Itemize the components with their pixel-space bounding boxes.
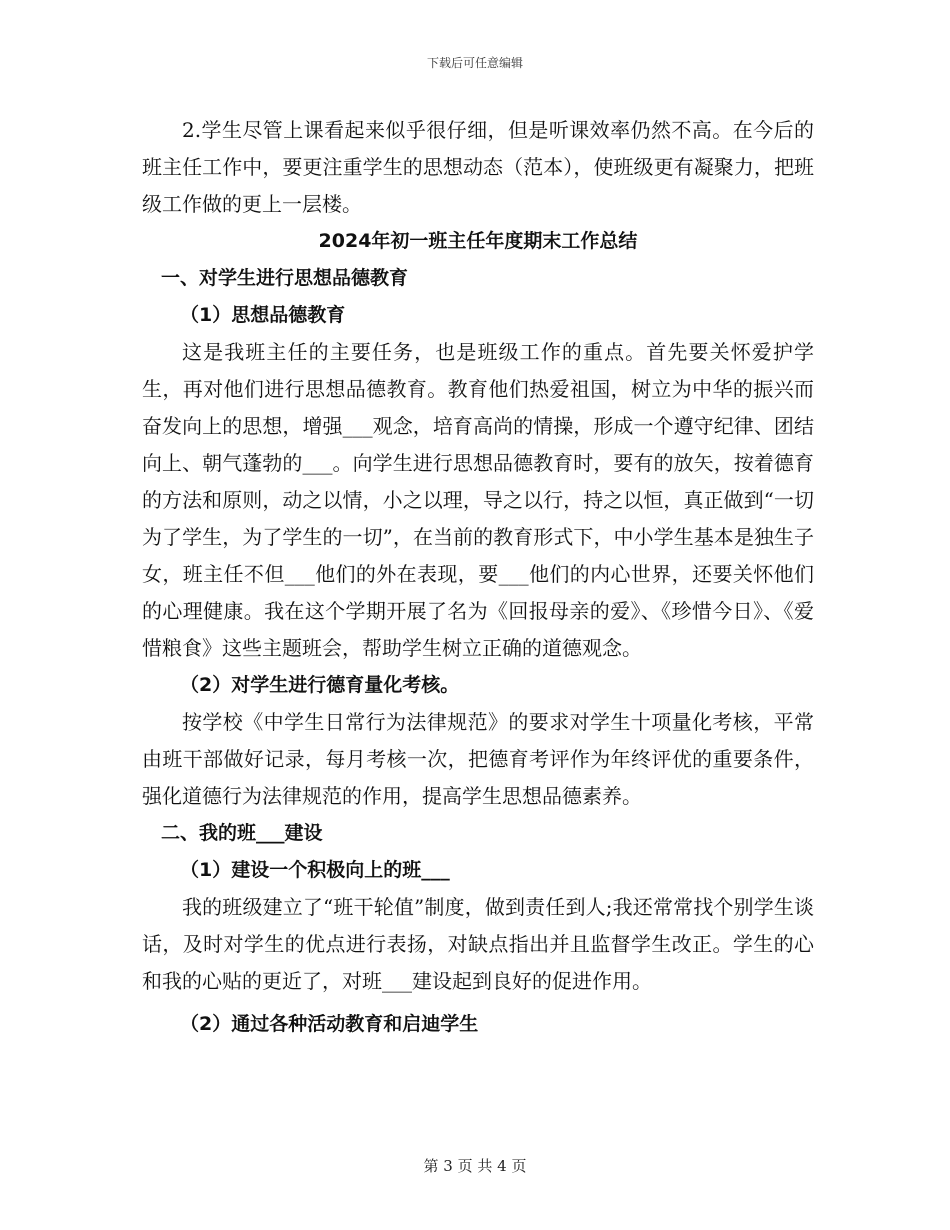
subsection-heading-1-2: （2）对学生进行德育量化考核。	[180, 674, 460, 696]
subsection-heading-1-1: （1）思想品德教育	[180, 304, 346, 326]
paragraph-moral-education: 这是我班主任的主要任务，也是班级工作的重点。首先要关怀爱护学生，再对他们进行思想品德教育。教育他们热爱祖国，树立为中华的振兴而奋发向上的思想，增强___观念，培育高尚的情操，形成一个遵守纪律、团结向上、朝气蓬勃的___。向学生进行思想品德教育时，要有的放矢，按着德育的方法和原则，动之以情，小之以理，导之以行，持之以恒，真正做到“一切为了学生，为了学生的一切”，在当前的教育形式下，中小学生基本是独生子女，班主任不但___他们的外在表现，要___他们的内心世界，还要关怀他们的心理健康。我在这个学期开展了名为《回报母亲的爱》、《珍惜今日》、《爱惜粮食》这些主题班会，帮助学生树立正确的道德观念。	[142, 340, 814, 660]
paragraph-quantified-assessment: 按学校《中学生日常行为法律规范》的要求对学生十项量化考核，平常由班干部做好记录，每月考核一次，把德育考评作为年终评优的重要条件，强化道德行为法律规范的作用，提高学生思想品德素养。	[142, 710, 814, 808]
section-heading-1: 一、对学生进行思想品德教育	[161, 267, 409, 289]
paragraph-intro: 2.学生尽管上课看起来似乎很仔细，但是听课效率仍然不高。在今后的班主任工作中，要更注重学生的思想动态（范本），使班级更有凝聚力，把班级工作做的更上一层楼。	[142, 118, 814, 216]
document-title: 2024年初一班主任年度期末工作总结	[318, 230, 638, 252]
subsection-heading-2-1: （1）建设一个积极向上的班___	[180, 859, 450, 881]
document-body	[142, 112, 814, 1043]
page-footer: 第 3 页 共 4 页	[423, 1157, 527, 1175]
paragraph-class-building: 我的班级建立了“班干轮值”制度，做到责任到人;我还常常找个别学生谈话，及时对学生的优点进行表扬，对缺点指出并且监督学生改正。学生的心和我的心贴的更近了，对班___建设起到良好的促进作用。	[142, 895, 814, 993]
page-header: 下载后可任意编辑	[426, 56, 523, 70]
subsection-heading-2-2: （2）通过各种活动教育和启迪学生	[180, 1013, 479, 1035]
section-heading-2: 二、我的班___建设	[161, 822, 323, 844]
